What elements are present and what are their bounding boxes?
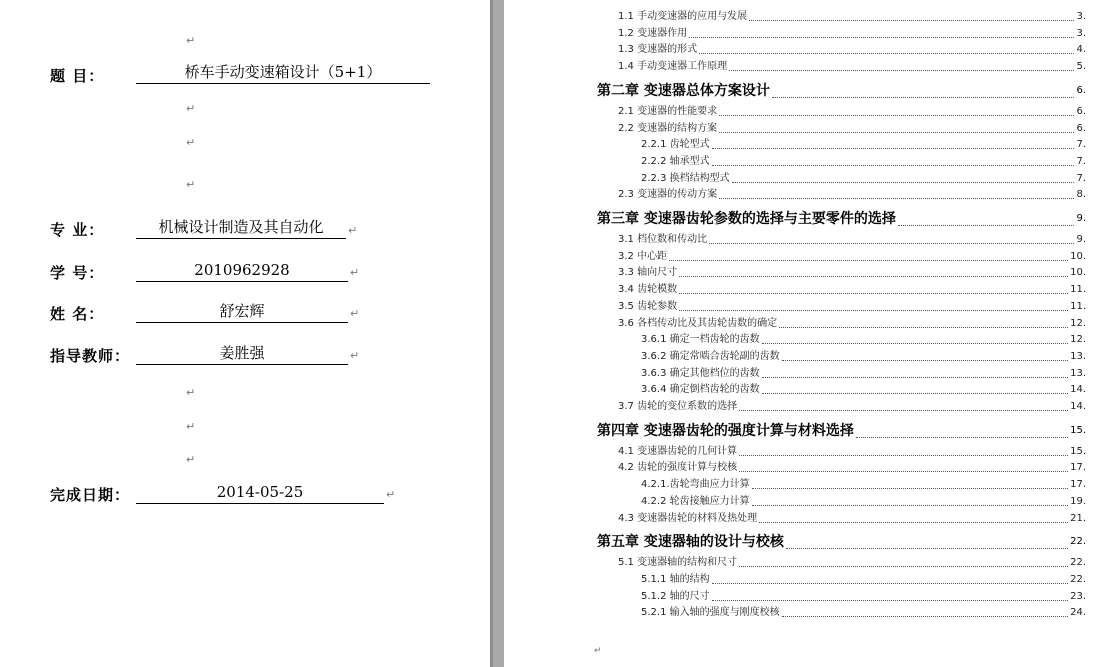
toc-section-entry[interactable] bbox=[618, 27, 1086, 41]
toc-section-entry[interactable] bbox=[641, 172, 1086, 186]
name-label: 姓 名： bbox=[50, 305, 105, 323]
toc-dot-leader bbox=[679, 293, 1068, 294]
toc-page-number: 7. bbox=[1076, 172, 1086, 184]
toc-entry-title: 4.2 齿轮的强度计算与校核 bbox=[618, 462, 738, 474]
toc-page-number: 14. bbox=[1070, 384, 1086, 396]
advisor-label: 指导教师： bbox=[50, 347, 131, 365]
toc-section-entry[interactable] bbox=[641, 495, 1086, 509]
paragraph-mark: ↵ bbox=[594, 646, 602, 656]
toc-page-number: 21. bbox=[1070, 512, 1086, 524]
toc-section-entry[interactable] bbox=[641, 333, 1086, 347]
toc-section-entry[interactable] bbox=[618, 250, 1086, 264]
advisor-value: 姜胜强 bbox=[136, 344, 348, 365]
toc-section-entry[interactable] bbox=[641, 155, 1086, 169]
toc-entry-title: 2.2.2 轴承型式 bbox=[641, 155, 710, 167]
toc-page-number: 23. bbox=[1070, 590, 1086, 602]
toc-chapter-entry[interactable] bbox=[597, 421, 1086, 441]
toc-section-entry[interactable] bbox=[618, 233, 1086, 247]
toc-chapter-entry[interactable] bbox=[597, 209, 1086, 229]
paragraph-mark: ↵ bbox=[186, 420, 196, 433]
toc-section-entry[interactable] bbox=[641, 138, 1086, 152]
toc-page-number: 22. bbox=[1070, 557, 1086, 569]
toc-page-number: 12. bbox=[1070, 317, 1086, 329]
title-label: 题 目： bbox=[50, 67, 105, 85]
toc-entry-title: 第四章 变速器齿轮的强度计算与材料选择 bbox=[597, 422, 854, 439]
toc-page-number: 14. bbox=[1070, 401, 1086, 412]
toc-section-entry[interactable] bbox=[618, 400, 1086, 414]
toc-section-entry[interactable] bbox=[618, 445, 1086, 459]
toc-dot-leader bbox=[752, 488, 1068, 489]
toc-entry-title: 第二章 变速器总体方案设计 bbox=[597, 82, 770, 99]
toc-entry-title: 2.2 变速器的结构方案 bbox=[618, 122, 718, 134]
toc-dot-leader bbox=[712, 600, 1068, 601]
toc-section-entry[interactable] bbox=[618, 60, 1086, 74]
cover-page bbox=[0, 0, 490, 667]
toc-section-entry[interactable] bbox=[618, 283, 1086, 297]
toc-page-number: 11. bbox=[1070, 300, 1086, 312]
toc-dot-leader bbox=[669, 260, 1068, 261]
toc-entry-title: 3.6 各档传动比及其齿轮齿数的确定 bbox=[618, 317, 778, 329]
paragraph-mark: ↵ bbox=[350, 266, 360, 279]
toc-page-number: 7. bbox=[1076, 139, 1086, 151]
toc-dot-leader bbox=[739, 471, 1068, 472]
toc-section-entry[interactable] bbox=[618, 300, 1086, 314]
toc-page-number: 4. bbox=[1076, 44, 1086, 56]
name-value: 舒宏辉 bbox=[136, 302, 348, 323]
toc-dot-leader bbox=[712, 148, 1075, 149]
student-id-label: 学 号： bbox=[50, 264, 105, 282]
toc-section-entry[interactable] bbox=[641, 367, 1086, 381]
toc-dot-leader bbox=[739, 455, 1068, 456]
toc-dot-leader bbox=[712, 165, 1075, 166]
toc-dot-leader bbox=[782, 360, 1068, 361]
toc-entry-title: 5.1.1 轴的结构 bbox=[641, 573, 710, 585]
toc-section-entry[interactable] bbox=[641, 606, 1086, 620]
toc-chapter-entry[interactable] bbox=[597, 532, 1086, 552]
toc-page-number: 15. bbox=[1070, 445, 1086, 457]
paragraph-mark: ↵ bbox=[350, 349, 360, 362]
toc-section-entry[interactable] bbox=[641, 383, 1086, 397]
toc-entry-title: 2.3 变速器的传动方案 bbox=[618, 189, 718, 201]
toc-dot-leader bbox=[762, 393, 1068, 394]
toc-section-entry[interactable] bbox=[618, 122, 1086, 136]
toc-section-entry[interactable] bbox=[641, 478, 1086, 492]
paragraph-mark: ↵ bbox=[348, 224, 358, 237]
toc-entry-title: 4.2.2 轮齿接触应力计算 bbox=[641, 495, 750, 507]
toc-page-number: 15. bbox=[1070, 424, 1086, 436]
toc-dot-leader bbox=[679, 276, 1068, 277]
toc-section-entry[interactable] bbox=[618, 317, 1086, 331]
toc-page-number: 24. bbox=[1070, 607, 1086, 619]
toc-entry-title: 4.3 变速器齿轮的材料及热处理 bbox=[618, 512, 758, 524]
toc-entry-title: 1.2 变速器作用 bbox=[618, 27, 688, 39]
toc-section-entry[interactable] bbox=[641, 350, 1086, 364]
toc-dot-leader bbox=[762, 377, 1068, 378]
date-label: 完成日期： bbox=[50, 486, 131, 504]
toc-entry-title: 4.2.1.齿轮弯曲应力计算 bbox=[641, 479, 750, 491]
paragraph-mark: ↵ bbox=[186, 102, 196, 115]
toc-dot-leader bbox=[898, 225, 1075, 226]
toc-page-number: 8. bbox=[1076, 189, 1086, 201]
toc-entry-title: 5.1 变速器轴的结构和尺寸 bbox=[618, 557, 738, 569]
paragraph-mark: ↵ bbox=[186, 453, 196, 466]
toc-entry-title: 3.6.2 确定常啮合齿轮副的齿数 bbox=[641, 350, 780, 362]
toc-dot-leader bbox=[749, 20, 1074, 21]
toc-page-number: 11. bbox=[1070, 284, 1086, 296]
toc-page-number: 3. bbox=[1076, 11, 1086, 22]
toc-dot-leader bbox=[739, 410, 1068, 411]
toc-page-number: 6. bbox=[1076, 84, 1086, 96]
toc-page-number: 13. bbox=[1070, 367, 1086, 379]
paragraph-mark: ↵ bbox=[186, 136, 196, 149]
toc-dot-leader bbox=[719, 115, 1074, 116]
student-id-value: 2010962928 bbox=[136, 261, 348, 282]
toc-entry-title: 3.7 齿轮的变位系数的选择 bbox=[618, 401, 738, 412]
toc-entry-title: 3.4 齿轮模数 bbox=[618, 284, 678, 296]
toc-entry-title: 3.2 中心距 bbox=[618, 250, 668, 262]
toc-dot-leader bbox=[712, 583, 1068, 584]
major-value: 机械设计制造及其自动化 bbox=[136, 218, 346, 239]
toc-dot-leader bbox=[729, 70, 1074, 71]
toc-dot-leader bbox=[709, 243, 1074, 244]
toc-dot-leader bbox=[779, 327, 1068, 328]
toc-entry-title: 1.3 变速器的形式 bbox=[618, 44, 698, 56]
toc-entry-title: 5.2.1 输入轴的强度与刚度校核 bbox=[641, 607, 780, 619]
toc-entry-title: 2.1 变速器的性能要求 bbox=[618, 105, 718, 117]
toc-entry-title: 2.2.1 齿轮型式 bbox=[641, 139, 710, 151]
toc-page-number: 3. bbox=[1076, 27, 1086, 39]
toc-dot-leader bbox=[762, 343, 1068, 344]
toc-entry-title: 1.4 手动变速器工作原理 bbox=[618, 61, 728, 73]
toc-page-number: 9. bbox=[1076, 213, 1086, 224]
toc-page-number: 6. bbox=[1076, 105, 1086, 117]
toc-entry-title: 5.1.2 轴的尺寸 bbox=[641, 590, 710, 602]
toc-page-number: 6. bbox=[1076, 122, 1086, 134]
toc-entry-title: 第三章 变速器齿轮参数的选择与主要零件的选择 bbox=[597, 211, 896, 227]
toc-dot-leader bbox=[856, 437, 1068, 438]
toc-dot-leader bbox=[759, 522, 1068, 523]
toc-page-number: 9. bbox=[1076, 234, 1086, 245]
major-label: 专 业： bbox=[50, 221, 105, 239]
toc-entry-title: 3.6.4 确定倒档齿轮的齿数 bbox=[641, 384, 760, 396]
toc-entry-title: 3.1 档位数和传动比 bbox=[618, 234, 708, 245]
table-of-contents bbox=[504, 0, 1108, 667]
toc-section-entry[interactable] bbox=[618, 461, 1086, 475]
toc-page-number: 10. bbox=[1070, 250, 1086, 262]
toc-dot-leader bbox=[679, 310, 1068, 311]
toc-page-number: 5. bbox=[1076, 61, 1086, 73]
date-value: 2014-05-25 bbox=[136, 483, 384, 504]
toc-section-entry[interactable] bbox=[618, 188, 1086, 202]
toc-dot-leader bbox=[752, 505, 1068, 506]
paragraph-mark: ↵ bbox=[186, 34, 196, 47]
toc-page-number: 13. bbox=[1070, 350, 1086, 362]
toc-page-number: 10. bbox=[1070, 267, 1086, 279]
toc-page-number: 12. bbox=[1070, 334, 1086, 346]
toc-section-entry[interactable] bbox=[641, 590, 1086, 604]
toc-section-entry[interactable] bbox=[618, 512, 1086, 526]
toc-dot-leader bbox=[689, 37, 1074, 38]
toc-entry-title: 1.1 手动变速器的应用与发展 bbox=[618, 11, 748, 22]
toc-page-number: 7. bbox=[1076, 155, 1086, 167]
toc-dot-leader bbox=[739, 566, 1068, 567]
toc-entry-title: 3.5 齿轮参数 bbox=[618, 300, 678, 312]
paragraph-mark: ↵ bbox=[186, 178, 196, 191]
toc-dot-leader bbox=[719, 198, 1074, 199]
paragraph-mark: ↵ bbox=[386, 488, 396, 501]
toc-section-entry[interactable] bbox=[618, 105, 1086, 119]
toc-dot-leader bbox=[699, 53, 1074, 54]
toc-dot-leader bbox=[782, 616, 1068, 617]
toc-page-number: 17. bbox=[1070, 462, 1086, 474]
toc-page-number: 19. bbox=[1070, 495, 1086, 507]
toc-dot-leader bbox=[772, 97, 1075, 98]
toc-page-number: 22. bbox=[1070, 573, 1086, 585]
toc-section-entry[interactable] bbox=[618, 43, 1086, 57]
toc-entry-title: 3.3 轴向尺寸 bbox=[618, 267, 678, 279]
paragraph-mark: ↵ bbox=[350, 307, 360, 320]
toc-section-entry[interactable] bbox=[618, 10, 1086, 24]
toc-chapter-entry[interactable] bbox=[597, 81, 1086, 101]
toc-page bbox=[504, 0, 1108, 667]
toc-entry-title: 2.2.3 换档结构型式 bbox=[641, 172, 730, 184]
toc-entry-title: 3.6.3 确定其他档位的齿数 bbox=[641, 367, 760, 379]
toc-section-entry[interactable] bbox=[618, 556, 1086, 570]
toc-page-number: 17. bbox=[1070, 479, 1086, 491]
toc-page-number: 22. bbox=[1070, 536, 1086, 548]
paragraph-mark: ↵ bbox=[186, 386, 196, 399]
toc-entry-title: 第五章 变速器轴的设计与校核 bbox=[597, 534, 784, 551]
toc-entry-title: 3.6.1 确定一档齿轮的齿数 bbox=[641, 334, 760, 346]
toc-entry-title: 4.1 变速器齿轮的几何计算 bbox=[618, 445, 738, 457]
title-value: 桥车手动变速箱设计（5+1） bbox=[136, 63, 430, 84]
toc-section-entry[interactable] bbox=[618, 266, 1086, 280]
toc-dot-leader bbox=[719, 132, 1074, 133]
toc-dot-leader bbox=[786, 548, 1068, 549]
page-gutter-shadow bbox=[490, 0, 493, 667]
toc-dot-leader bbox=[732, 182, 1075, 183]
toc-section-entry[interactable] bbox=[641, 573, 1086, 587]
